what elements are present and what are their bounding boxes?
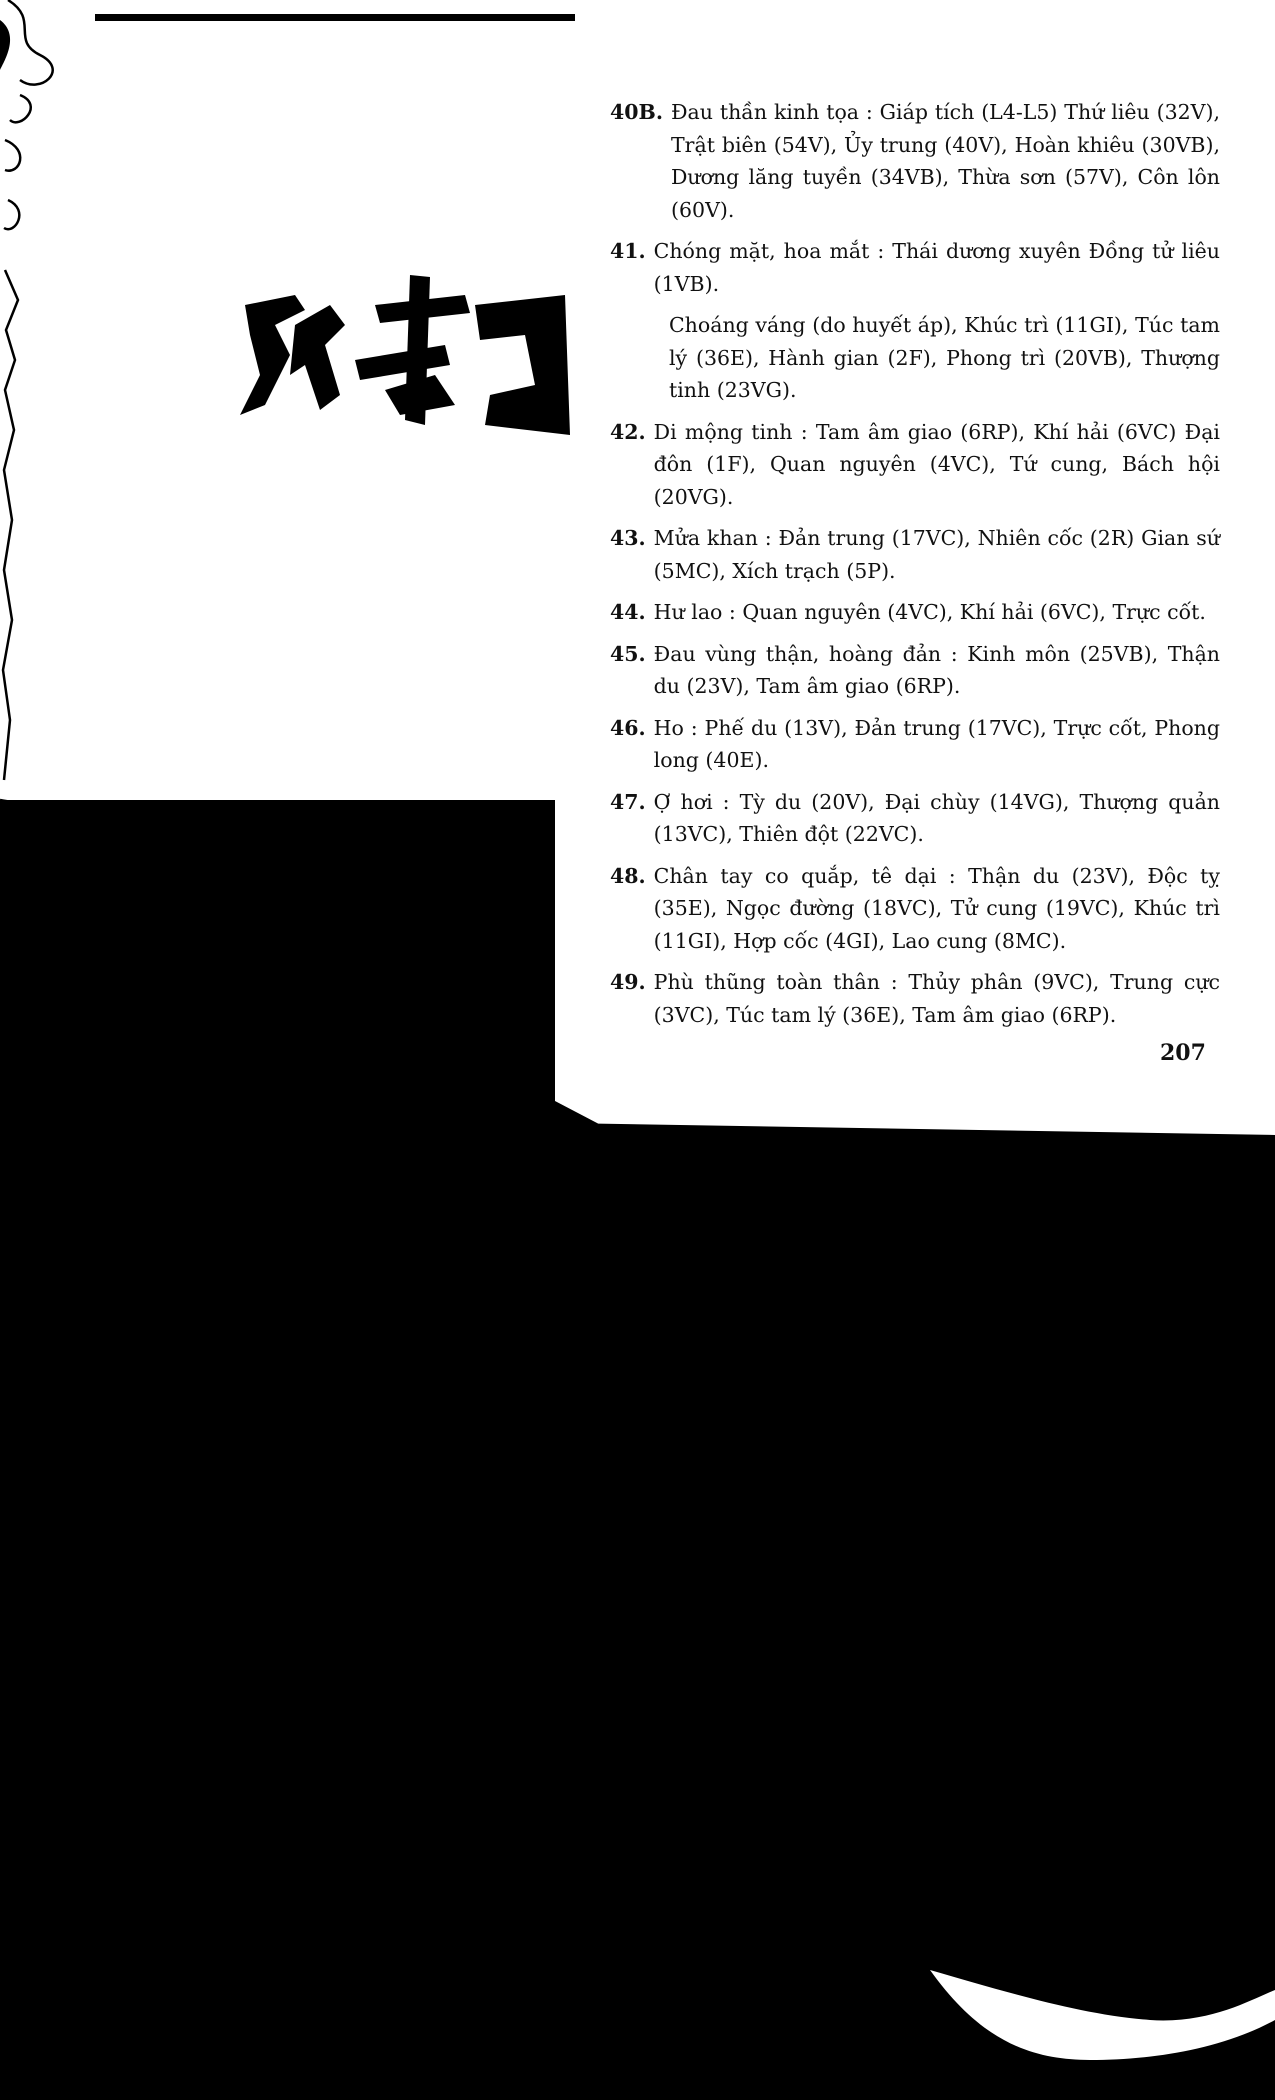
entry-number: 46.	[610, 715, 646, 740]
list-item	[610, 522, 1220, 587]
entry-number: 45.	[610, 641, 646, 666]
entry-text: Chân tay co quắp, tê dại : Thận du (23V), Độc tỵ (35E), Ngọc đường (18VC), Tử cung (19VC), Khúc trì (11GI), Hợp cốc (4GI), Lao cung (8MC).	[653, 863, 1220, 953]
entry-text: Hư lao : Quan nguyên (4VC), Khí hải (6VC), Trực cốt.	[653, 600, 1206, 624]
list-item	[610, 235, 1220, 300]
entry-text: Di mộng tinh : Tam âm giao (6RP), Khí hải (6VC) Đại đôn (1F), Quan nguyên (4VC), Tứ cung, Bách hội (20VG).	[653, 419, 1220, 509]
left-border-ornament	[0, 0, 120, 820]
entry-number: 48.	[610, 863, 646, 888]
entry-number: 49.	[610, 970, 646, 994]
entry-text: Mửa khan : Đản trung (17VC), Nhiên cốc (2R) Gian sứ (5MC), Xích trạch (5P).	[653, 526, 1220, 583]
entry-text: Ợ hơi : Tỳ du (20V), Đại chùy (14VG), Thượng quản (13VC), Thiên đột (22VC).	[653, 789, 1220, 846]
top-rule	[95, 14, 575, 21]
page-number: 207	[1160, 1040, 1206, 1066]
calligraphy-seal	[235, 265, 570, 435]
entry-text: Ho : Phế du (13V), Đản trung (17VC), Trực cốt, Phong long (40E).	[653, 715, 1220, 772]
entry-number: 44.	[610, 600, 646, 624]
list-item	[610, 638, 1220, 703]
bottom-paper-fragment	[920, 1960, 1275, 2100]
entry-list	[610, 96, 1220, 1040]
entry-text: Đau vùng thận, hoàng đản : Kinh môn (25VB), Thận du (23V), Tam âm giao (6RP).	[653, 641, 1220, 698]
entry-number: 42.	[610, 419, 646, 444]
entry-subparagraph: Choáng váng (do huyết áp), Khúc trì (11GI), Túc tam lý (36E), Hành gian (2F), Phong trì (20VB), Thượng tinh (23VG).	[669, 313, 1220, 402]
entry-text: Đau thần kinh tọa : Giáp tích (L4-L5) Thứ liêu (32V), Trật biên (54V), Ủy trung (40V), Hoàn khiêu (30VB), Dương lăng tuyền (34VB), Thừa sơn (57V), Côn lôn (60V).	[671, 100, 1220, 222]
list-item	[610, 786, 1220, 851]
list-item	[610, 712, 1220, 777]
list-item	[610, 96, 1220, 226]
entry-number: 41.	[610, 239, 646, 263]
entry-text: Chóng mặt, hoa mắt : Thái dương xuyên Đồng tử liêu (1VB).	[653, 239, 1220, 296]
entry-number: 47.	[610, 789, 646, 814]
list-item	[610, 966, 1220, 1031]
list-item	[610, 860, 1220, 958]
list-item	[610, 596, 1220, 629]
list-item	[610, 416, 1220, 514]
entry-text: Phù thũng toàn thân : Thủy phân (9VC), Trung cực (3VC), Túc tam lý (36E), Tam âm giao (6RP).	[653, 970, 1220, 1027]
entry-number: 43.	[610, 526, 646, 550]
entry-number: 40B.	[610, 100, 663, 124]
